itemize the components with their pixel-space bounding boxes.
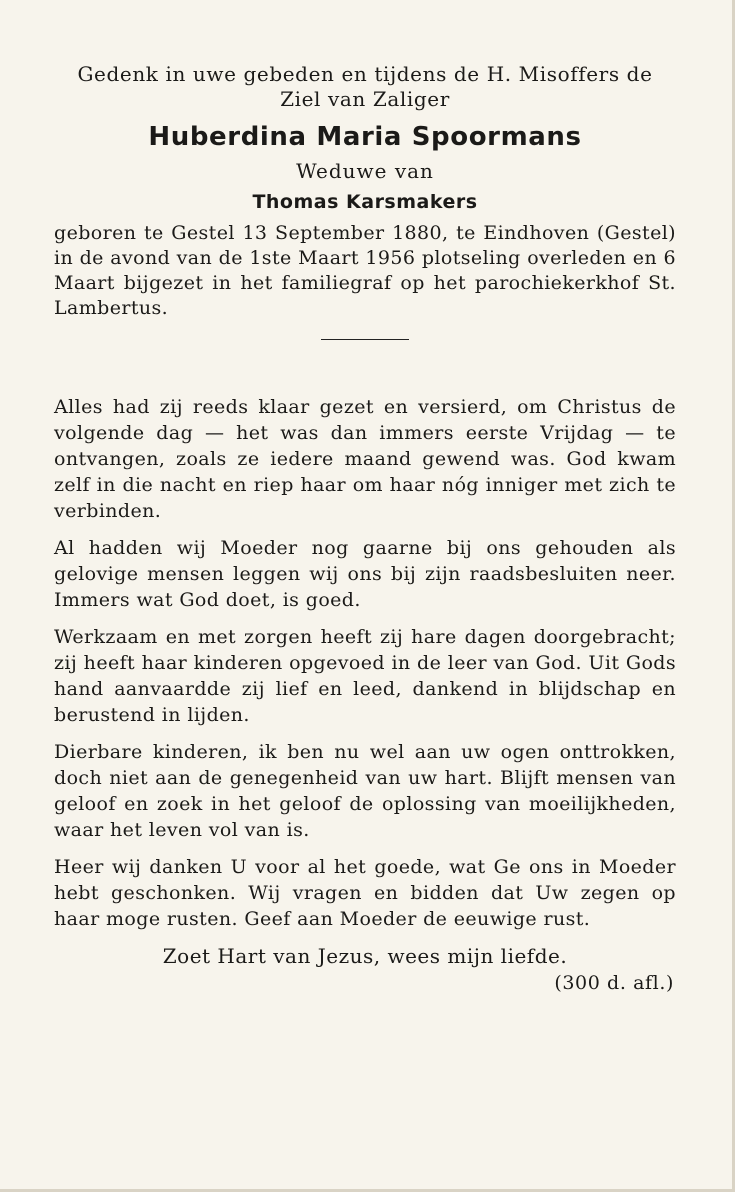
deceased-name: Huberdina Maria Spoormans [148,122,582,152]
closing-prayer: Zoet Hart van Jezus, wees mijn liefde. [162,944,568,968]
paragraph: Alles had zij reeds klaar gezet en versierd, om Christus de volgende dag — het was dan immers eerste Vrijdag — te ontvangen, zoals ze iedere maand gewend was. God kwam zelf in die nacht en riep haar om haar nóg inniger met zich te verbinden. [54,396,676,522]
paragraph: Al hadden wij Moeder nog gaarne bij ons gehouden als gelovige mensen leggen wij ons bij zijn raadsbesluiten neer. Immers wat God doet, is goed. [54,537,676,611]
card-header [54,62,676,340]
paragraph: Dierbare kinderen, ik ben nu wel aan uw ogen onttrokken, doch niet aan de genegenheid van uw hart. Blijft mensen van geloof en zoek in het geloof de oplossing van moeilijkheden, waar het leven vol van is. [54,741,676,841]
paragraph: Werkzaam en met zorgen heeft zij hare dagen doorgebracht; zij heeft haar kinderen opgevoed in de leer van God. Uit Gods hand aanvaardde zij lief en leed, dankend in blijdschap en berustend in lijden. [54,626,676,726]
indulgence-note: (300 d. afl.) [554,972,674,994]
biography-text: geboren te Gestel 13 September 1880, te Eindhoven (Gestel) in de avond van de 1ste Maart 1956 plotseling overleden en 6 Maart bijgezet in het familiegraf op het parochiekerkhof St. Lambertus. [54,222,676,319]
husband-name: Thomas Karsmakers [252,191,478,213]
widow-of-label: Weduwe van [296,159,434,183]
paragraph: Heer wij danken U voor al het goede, wat Ge ons in Moeder hebt geschonken. Wij vragen en bidden dat Uw zegen op haar moge rusten. Geef aan Moeder de eeuwige rust. [54,856,676,930]
divider-line [321,339,409,340]
intro-text: Gedenk in uwe gebeden en tijdens de H. Misoffers de Ziel van Zaliger [77,62,653,111]
body-text [54,394,676,996]
